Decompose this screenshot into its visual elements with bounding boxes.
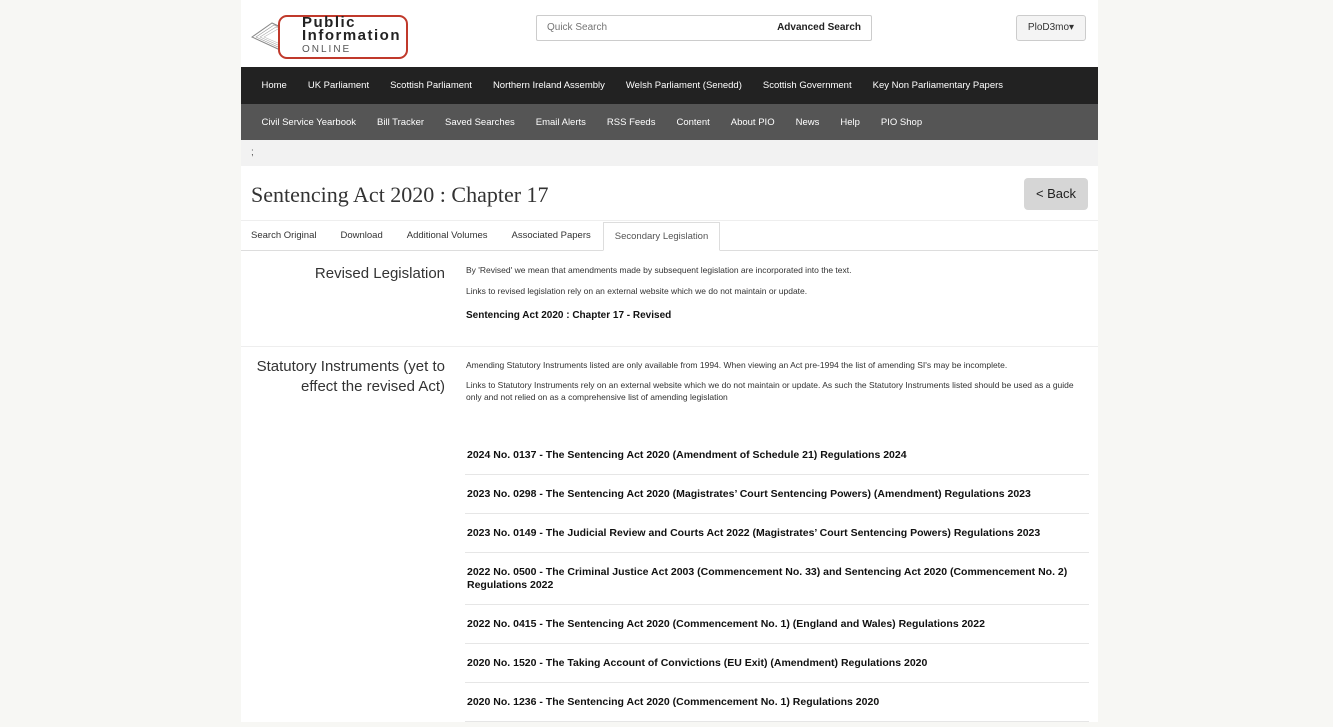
secondary-nav — [241, 104, 1098, 140]
site-header — [241, 0, 1098, 67]
document-tabs — [241, 221, 1098, 251]
tab-additional-volumes[interactable]: Additional Volumes — [406, 230, 488, 241]
si-item-2022-0500[interactable]: 2022 No. 0500 - The Criminal Justice Act 2003 (Commencement No. 33) and Sentencing Act 2020 (Commencement No. 2) Regulations 2022 — [465, 553, 1089, 605]
si-item-2020-1236[interactable]: 2020 No. 1236 - The Sentencing Act 2020 (Commencement No. 1) Regulations 2020 — [465, 683, 1089, 722]
revised-note-2: Links to revised legislation rely on an external website which we do not maintain or update. — [466, 286, 808, 296]
logo-line2: Information — [302, 27, 401, 44]
tab-secondary-legislation[interactable]: Secondary Legislation — [603, 222, 720, 251]
si-item-2020-1520[interactable]: 2020 No. 1520 - The Taking Account of Convictions (EU Exit) (Amendment) Regulations 2020 — [465, 644, 1089, 683]
nav-saved-searches[interactable]: Saved Searches — [445, 116, 515, 128]
nav-northern-ireland-assembly[interactable]: Northern Ireland Assembly — [492, 80, 605, 91]
statutory-instruments-section — [241, 347, 1098, 727]
primary-nav — [241, 67, 1098, 104]
user-menu-button[interactable]: PloD3mo▾ — [1016, 15, 1086, 41]
si-item-2023-0298[interactable]: 2023 No. 0298 - The Sentencing Act 2020 (Magistrates’ Court Sentencing Powers) (Amendment) Regulations 2023 — [465, 475, 1089, 514]
tab-download[interactable]: Download — [340, 230, 383, 241]
si-item-2023-0149[interactable]: 2023 No. 0149 - The Judicial Review and Courts Act 2022 (Magistrates’ Court Sentencing Powers) Regulations 2023 — [465, 514, 1089, 553]
page-container — [241, 0, 1098, 722]
page-title: Sentencing Act 2020 : Chapter 17 — [251, 182, 549, 207]
quick-search-input[interactable] — [537, 16, 777, 38]
si-item-2024-0137[interactable]: 2024 No. 0137 - The Sentencing Act 2020 (Amendment of Schedule 21) Regulations 2024 — [465, 436, 1089, 475]
title-row — [241, 166, 1098, 221]
statutory-instruments-notes — [466, 359, 1088, 403]
nav-home[interactable]: Home — [261, 80, 287, 91]
advanced-search-link[interactable]: Advanced Search — [777, 22, 861, 33]
nav-help[interactable]: Help — [840, 116, 860, 128]
nav-scottish-government[interactable]: Scottish Government — [762, 80, 852, 91]
statutory-note-1: Amending Statutory Instruments listed are only available from 1994. When viewing an Act pre-1994 the list of amending SI's may be incomplete. — [466, 360, 1008, 370]
statutory-heading-line1: Statutory Instruments (yet to — [256, 358, 445, 375]
nav-email-alerts[interactable]: Email Alerts — [535, 116, 586, 128]
back-button[interactable]: < Back — [1024, 178, 1088, 210]
logo-text — [302, 16, 401, 56]
quick-search-box — [536, 15, 872, 41]
nav-pio-shop[interactable]: PIO Shop — [880, 116, 923, 128]
revised-legislation-section — [241, 251, 1098, 347]
revised-note-1: By 'Revised' we mean that amendments made by subsequent legislation are incorporated into the text. — [466, 265, 852, 275]
si-item-2022-0415[interactable]: 2022 No. 0415 - The Sentencing Act 2020 (Commencement No. 1) (England and Wales) Regulations 2022 — [465, 605, 1089, 644]
logo-line3: ONLINE — [302, 44, 352, 55]
nav-scottish-parliament[interactable]: Scottish Parliament — [390, 80, 472, 91]
nav-welsh-parliament[interactable]: Welsh Parliament (Senedd) — [625, 80, 742, 91]
nav-news[interactable]: News — [795, 116, 820, 128]
statutory-instruments-list — [465, 436, 1089, 722]
nav-rss-feeds[interactable]: RSS Feeds — [606, 116, 656, 128]
tab-associated-papers[interactable]: Associated Papers — [511, 230, 591, 241]
breadcrumb: ; — [241, 140, 1098, 166]
revised-legislation-heading: Revised Legislation — [314, 265, 445, 282]
nav-content[interactable]: Content — [676, 116, 710, 128]
revised-legislation-link[interactable]: Sentencing Act 2020 : Chapter 17 - Revised — [466, 310, 672, 321]
statutory-heading-line2: effect the revised Act) — [301, 378, 445, 395]
nav-bill-tracker[interactable]: Bill Tracker — [377, 116, 425, 128]
nav-civil-service-yearbook[interactable]: Civil Service Yearbook — [261, 116, 357, 128]
site-logo[interactable] — [250, 11, 410, 61]
logo-line1: Public — [302, 14, 357, 31]
nav-about-pio[interactable]: About PIO — [730, 116, 775, 128]
revised-legislation-body — [466, 264, 1088, 322]
nav-uk-parliament[interactable]: UK Parliament — [307, 80, 370, 91]
statutory-note-2: Links to Statutory Instruments rely on an external website which we do not maintain or update. As such the Statutory Instruments listed should be used as a guide only and not relied on as a comprehensive list of amending legislation — [466, 380, 1074, 402]
tab-search-original[interactable]: Search Original — [251, 230, 317, 241]
nav-key-non-parliamentary-papers[interactable]: Key Non Parliamentary Papers — [872, 80, 1004, 91]
statutory-instruments-heading — [257, 357, 445, 397]
